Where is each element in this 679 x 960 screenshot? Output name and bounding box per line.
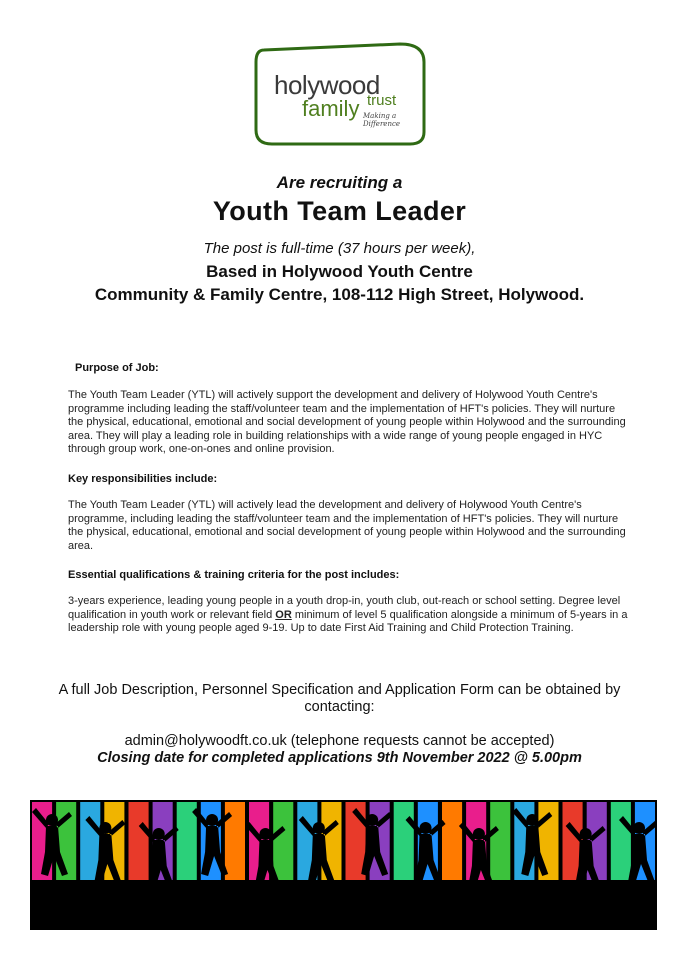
banner-graphic: [30, 800, 657, 930]
recruiting-line: Are recruiting a: [276, 173, 403, 192]
purpose-text: The Youth Team Leader (YTL) will actively support the development and delivery of Holywood Youth Centre's programme including leading the staff/volunteer team and the implementation of HFT's policies. They will nurture the physical, educational, emotional and social development of young people within Holywood and the surrounding area. They will play a leading role in building relationships with a wide range of young people engaged in HYC through group work, one-on-ones and online provision.: [68, 389, 626, 456]
based-location: Based in Holywood Youth Centre: [206, 262, 473, 281]
obtain-info: A full Job Description, Personnel Specification and Application Form can be obtained by contacting:: [58, 682, 621, 715]
qualifications-text: [68, 595, 628, 636]
job-title: Youth Team Leader: [212, 196, 467, 226]
qualifications-text-part1: 3-years experience, leading young people in a youth drop-in, youth club, out-reach or school setting. Degree level qualification in youth work or relevant field: [68, 595, 621, 621]
youth-silhouette-banner: [30, 800, 657, 930]
banner-color-panel: [273, 802, 293, 880]
post-hours: The post is full-time (37 hours per week),: [203, 240, 476, 257]
responsibilities-text: The Youth Team Leader (YTL) will actively lead the development and delivery of Holywood Youth Centre's programme, including leading the staff/volunteer team and the implementation of HFT's policies. They will nurture the physical, educational, emotional and social development of young people within Holywood and the surrounding area.: [68, 499, 626, 552]
qualifications-or: OR: [275, 608, 292, 621]
logo-tagline: Making a Difference: [363, 112, 401, 128]
logo-word-family: family: [302, 96, 360, 121]
responsibilities-heading: Key responsibilities include:: [68, 473, 218, 485]
banner-color-panel: [394, 802, 414, 880]
banner-color-panel: [490, 802, 510, 880]
contact-email[interactable]: admin@holywoodft.co.uk (telephone requests cannot be accepted): [124, 733, 555, 749]
holywood-family-trust-logo: [250, 40, 430, 148]
purpose-heading: Purpose of Job:: [75, 362, 159, 374]
banner-color-panel: [442, 802, 462, 880]
qualifications-heading: Essential qualifications & training criteria for the post includes:: [68, 569, 400, 581]
banner-color-panel: [611, 802, 631, 880]
banner-color-panel: [129, 802, 149, 880]
closing-date: Closing date for completed applications 9th November 2022 @ 5.00pm: [97, 750, 582, 766]
qualifications-text-part2: minimum of level 5 qualification alongside a minimum of 5-years in a leadership role with young people aged 9-19. Up to date First Aid Training and Child Protection Training.: [68, 608, 628, 635]
logo-word-holywood: holywood: [274, 70, 380, 100]
grass-silhouette: [30, 882, 657, 930]
address: Community & Family Centre, 108-112 High Street, Holywood.: [94, 285, 585, 304]
logo-word-trust: trust: [367, 92, 397, 109]
